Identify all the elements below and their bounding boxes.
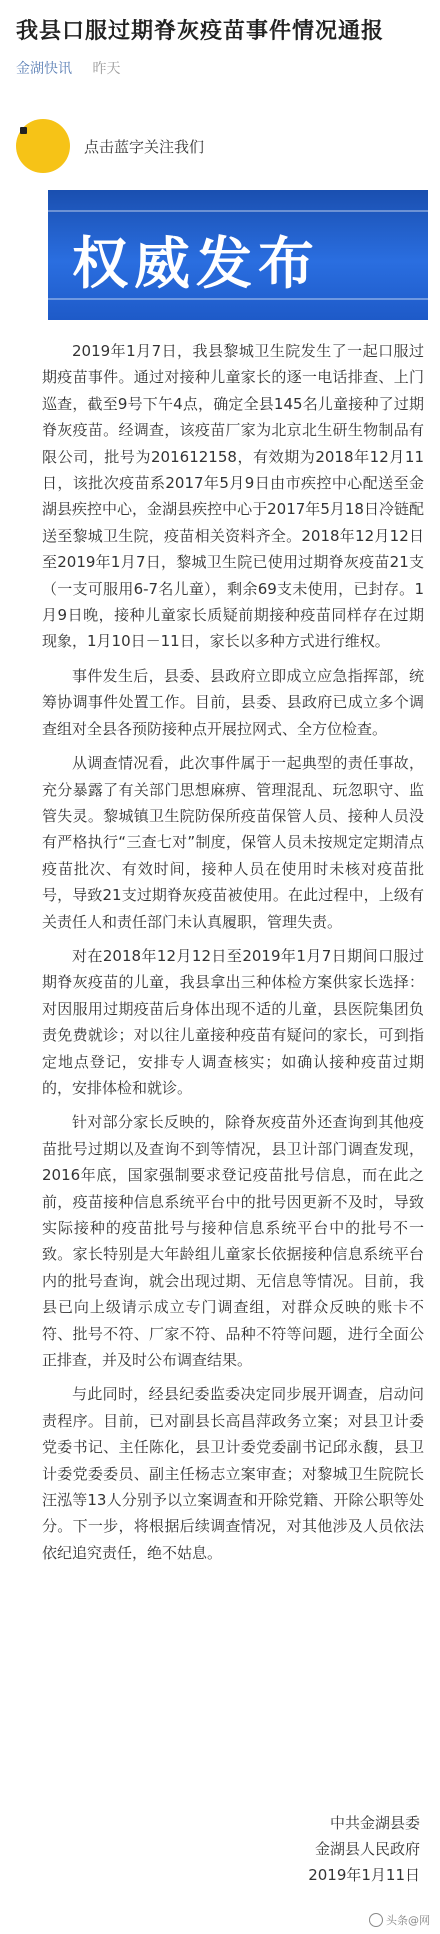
signature-date: 2019年1月11日	[308, 1866, 420, 1884]
watermark-text: 头条@网	[386, 1914, 430, 1927]
paragraph: 对在2018年12月12日至2019年1月7日期间口服过期脊灰疫苗的儿童，我县拿出三种体检方案供家长选择：对因服用过期疫苗后身体出现不适的儿童，县医院集团负责免费就诊；对以往儿童接种疫苗有疑问的家长，可到指定地点登记，安排专人调查核实；如确认接种疫苗过期的，安排体检和就诊。	[42, 946, 424, 1097]
source-link[interactable]: 金湖快讯	[16, 61, 72, 77]
signature-block	[308, 1810, 420, 1888]
authority-banner	[48, 190, 428, 320]
paragraph: 事件发生后，县委、县政府立即成立应急指挥部，统筹协调事件处置工作。目前，县委、县政府已成立多个调查组对全县各预防接种点开展拉网式、全方位检查。	[42, 666, 424, 738]
signature-line-1: 中共金湖县委	[329, 1814, 420, 1832]
banner-text: 权威发布	[72, 232, 320, 297]
publish-time: 昨天	[92, 61, 121, 77]
follow-prompt[interactable]	[16, 114, 204, 178]
watermark-icon	[369, 1913, 383, 1927]
paragraph: 2019年1月7日，我县黎城卫生院发生了一起口服过期疫苗事件。通过对接种儿童家长的逐一电话排查、上门巡查，截至9号下午4点，确定全县145名儿童接种了过期脊灰疫苗。经调查，该疫苗厂家为北京北生研生物制品有限公司，批号为201612158，有效期为2018年12月11日，该批次疫苗系2017年5月9日由市疾控中心配送至金湖县疾控中心，金湖县疾控中心于2017年5月18日冷链配送至黎城卫生院，疫苗相关资料齐全。2018年12月12日至2019年1月7日，黎城卫生院已使用过期脊灰疫苗21支（一支可服用6-7名儿童），剩余69支未使用，已封存。1月9日晚，接种儿童家长质疑前期接种疫苗同样存在过期现象，1月10日－11日，家长以多种方式进行维权。	[42, 342, 424, 651]
follow-text[interactable]: 点击蓝字关注我们	[84, 137, 205, 156]
article-body	[42, 338, 424, 1574]
account-avatar-icon	[16, 119, 70, 173]
signature-line-2: 金湖县人民政府	[314, 1840, 420, 1858]
article-title: 我县口服过期脊灰疫苗事件情况通报	[16, 19, 385, 44]
paragraph: 针对部分家长反映的，除脊灰疫苗外还查询到其他疫苗批号过期以及查询不到等情况，县卫计部门调查发现，2016年底，国家强制要求登记疫苗批号信息，而在此之前，疫苗接种信息系统平台中的批号因更新不及时，导致实际接种的疫苗批号与接种信息系统平台中的批号不一致。家长特别是大年龄组儿童家长依据接种信息系统平台内的批号查询，就会出现过期、无信息等情况。目前，我县已向上级请示成立专门调查组，对群众反映的账卡不符、批号不符、厂家不符、品种不符等问题，进行全面公正排查，并及时公布调查结果。	[42, 1113, 424, 1370]
article-meta	[16, 58, 120, 78]
paragraph: 从调查情况看，此次事件属于一起典型的责任事故，充分暴露了有关部门思想麻痹、管理混乱、玩忽职守、监管失灵。黎城镇卫生院防保所疫苗保管人员、接种人员没有严格执行“三查七对”制度，保管人员未按规定定期清点疫苗批次、有效时间，接种人员在使用时未核对疫苗批号，导致21支过期脊灰疫苗被使用。在此过程中，上级有关责任人和责任部门未认真履职，管理失责。	[42, 754, 424, 931]
watermark	[369, 1912, 430, 1928]
paragraph: 与此同时，经县纪委监委决定同步展开调查，启动问责程序。目前，已对副县长高昌萍政务立案；对县卫计委党委书记、主任陈化，县卫计委党委副书记邱永馥，县卫计委党委委员、副主任杨志立案审查；对黎城卫生院院长汪泓等13人分别予以立案调查和开除党籍、开除公职等处分。下一步，将根据后续调查情况，对其他涉及人员依法依纪追究责任，绝不姑息。	[42, 1385, 424, 1562]
